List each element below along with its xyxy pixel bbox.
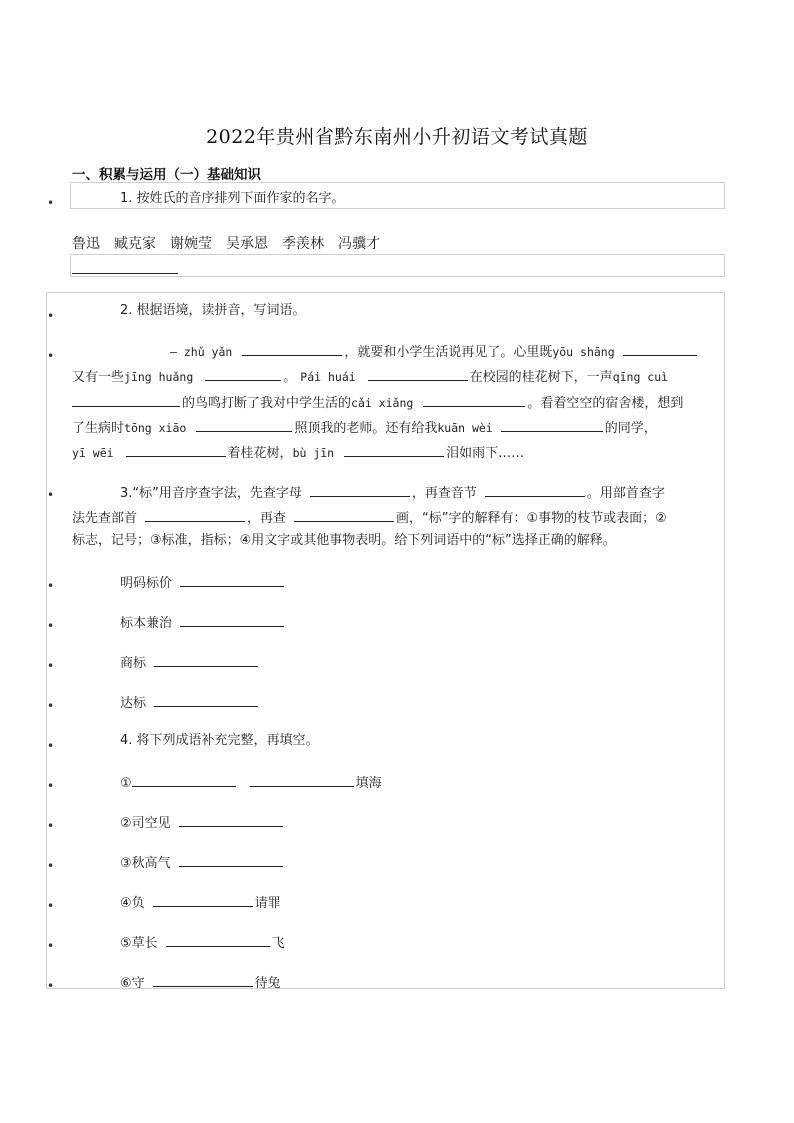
text: 的鸟鸣打断了我对中学生活的	[182, 396, 352, 411]
q2-line-2	[72, 368, 668, 384]
bullet: •	[47, 579, 55, 593]
text: ，再查	[247, 511, 287, 526]
bullet: •	[47, 939, 55, 953]
answer-blank[interactable]	[242, 343, 342, 356]
answer-blank[interactable]	[180, 574, 284, 587]
q2-line-5	[72, 444, 524, 460]
answer-blank[interactable]	[623, 343, 697, 356]
answer-blank[interactable]	[132, 774, 236, 787]
q3-line-1	[120, 484, 665, 500]
pinyin: Pái huái	[300, 370, 356, 384]
answer-blank[interactable]	[153, 894, 253, 907]
text: 商标	[120, 656, 147, 671]
question-4-prompt: 4. 将下列成语补充完整，再填空。	[120, 733, 319, 748]
idiom-3	[120, 854, 285, 870]
idiom-2	[120, 814, 285, 830]
bullet: •	[47, 859, 55, 873]
pinyin: bù jīn	[292, 446, 335, 460]
pinyin: kuān wèi	[437, 421, 493, 435]
page-title: 2022年贵州省黔东南州小升初语文考试真题	[206, 126, 588, 148]
q2-line-4	[72, 419, 657, 435]
text: ①	[120, 776, 132, 791]
q3-line-2	[72, 509, 667, 525]
bullet: •	[47, 779, 55, 793]
text: 。	[283, 370, 297, 385]
text: ，就要和小学生活说再见了。心里既	[344, 345, 553, 360]
idiom-5	[120, 934, 285, 950]
pinyin: qīng cuì	[612, 370, 669, 384]
text: ④负	[120, 896, 145, 911]
answer-blank[interactable]	[145, 509, 245, 522]
pinyin: tōng xiāo	[124, 421, 187, 435]
idiom-6	[120, 974, 281, 990]
q3-line-3: 标志，记号；③标准，指标；④用文字或其他事物表明。给下列词语中的“标”选择正确的解释。	[72, 533, 616, 548]
answer-blank[interactable]	[126, 444, 226, 457]
answer-blank[interactable]	[294, 509, 394, 522]
bullet: •	[47, 819, 55, 833]
answer-blank[interactable]	[250, 774, 354, 787]
answer-blank[interactable]	[423, 394, 525, 407]
question-2-prompt: 2. 根据语境，读拼音，写词语。	[120, 303, 306, 318]
answer-blank[interactable]	[368, 368, 468, 381]
text: 请罪	[254, 896, 281, 911]
answer-blank[interactable]	[344, 444, 444, 457]
answer-blank[interactable]	[153, 974, 253, 987]
answer-blank[interactable]	[205, 368, 281, 381]
q3-item	[120, 574, 286, 590]
text: 。用部首查字	[586, 486, 665, 501]
text: 在校园的桂花树下，一声	[469, 370, 613, 385]
bullet: •	[47, 196, 55, 210]
text: 照顶我的老师。还有给我	[294, 421, 438, 436]
text: 待兔	[254, 976, 281, 991]
text: ②司空见	[120, 816, 171, 831]
answer-blank[interactable]	[154, 654, 258, 667]
author-names: 鲁迅 臧克家 谢婉莹 吴承恩 季羡林 冯骥才	[72, 236, 380, 252]
text: ⑥守	[120, 976, 145, 991]
answer-blank[interactable]	[196, 419, 292, 432]
text: 明码标价	[120, 576, 173, 591]
pinyin: yī wēi	[72, 446, 114, 460]
text: 填海	[355, 776, 382, 791]
idiom-1	[120, 774, 382, 790]
bullet: •	[47, 739, 55, 753]
text: 。看着空空的宿舍楼，想到	[527, 396, 684, 411]
text: ，再查音节	[411, 486, 477, 501]
text: 法先查部首	[72, 511, 138, 526]
question-1-prompt: 1. 按姓氏的音序排列下面作家的名字。	[120, 191, 345, 206]
pinyin: — zhǔ yǎn	[170, 345, 233, 359]
bullet: •	[47, 309, 55, 323]
answer-blank[interactable]	[179, 854, 283, 867]
pinyin: yōu shāng	[552, 345, 615, 359]
text: ③秋高气	[120, 856, 171, 871]
answer-blank[interactable]	[180, 614, 284, 627]
answer-blank[interactable]	[179, 814, 283, 827]
bullet: •	[47, 659, 55, 673]
text: ⑤草长	[120, 936, 158, 951]
answer-blank[interactable]	[72, 273, 178, 274]
text: 标本兼治	[120, 616, 173, 631]
section-heading: 一、积累与运用（一）基础知识	[72, 167, 261, 183]
q3-item	[120, 694, 260, 710]
text: 3.“标”用音序查字法，先查字母	[120, 486, 302, 501]
pinyin: jīng huǎng	[124, 370, 194, 384]
bullet: •	[47, 899, 55, 913]
pinyin: cǎi xiǎng	[351, 396, 414, 410]
text: 着桂花树，	[227, 446, 293, 461]
answer-blank[interactable]	[501, 419, 603, 432]
q2-line-3	[72, 394, 683, 410]
answer-blank[interactable]	[485, 484, 585, 497]
answer-blank[interactable]	[72, 394, 180, 407]
idiom-4	[120, 894, 281, 910]
bullet: •	[47, 699, 55, 713]
q3-item	[120, 614, 286, 630]
answer-blank[interactable]	[166, 934, 270, 947]
text: 又有一些	[72, 370, 125, 385]
text: 画，“标”字的解释有：①事物的枝节或表面；②	[396, 511, 667, 526]
q3-item	[120, 654, 260, 670]
text: 的同学，	[604, 421, 657, 436]
text: 了生病时	[72, 421, 125, 436]
answer-blank[interactable]	[310, 484, 410, 497]
text: 泪如雨下……	[446, 446, 525, 461]
text: 达标	[120, 696, 147, 711]
text: 飞	[271, 936, 285, 951]
answer-blank[interactable]	[154, 694, 258, 707]
q2-line-1	[170, 343, 699, 359]
bullet: •	[47, 349, 55, 363]
bullet: •	[47, 979, 55, 993]
bullet: •	[47, 488, 55, 502]
bullet: •	[47, 619, 55, 633]
